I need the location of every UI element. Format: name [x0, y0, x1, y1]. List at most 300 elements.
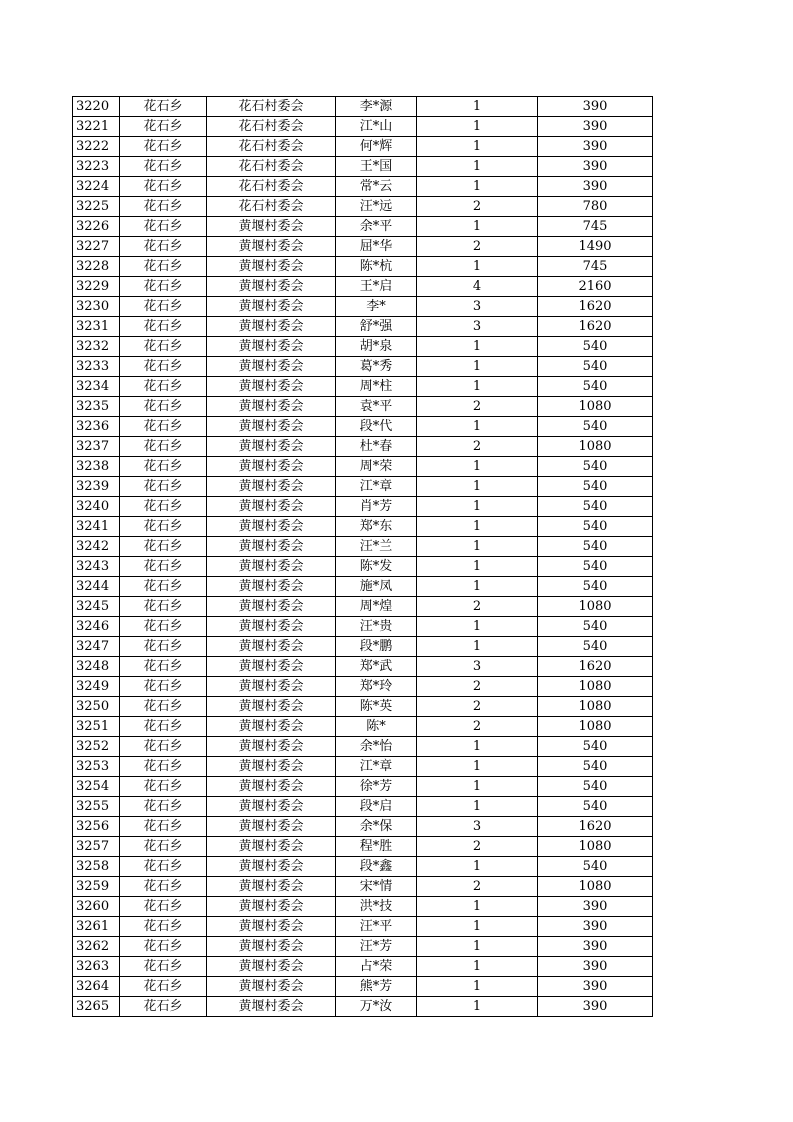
township-cell: 花石乡	[120, 997, 207, 1017]
name-cell: 袁*平	[336, 397, 417, 417]
name-cell: 汪*兰	[336, 537, 417, 557]
row-number: 3237	[73, 437, 120, 457]
township-cell: 花石乡	[120, 897, 207, 917]
table-row	[73, 257, 653, 277]
amount-cell: 390	[538, 137, 653, 157]
name-cell: 汪*远	[336, 197, 417, 217]
amount-cell: 1080	[538, 877, 653, 897]
village-committee-cell: 黄堰村委会	[207, 637, 336, 657]
table-row	[73, 977, 653, 997]
name-cell: 陈*	[336, 717, 417, 737]
village-committee-cell: 黄堰村委会	[207, 857, 336, 877]
name-cell: 汪*贵	[336, 617, 417, 637]
count-cell: 1	[417, 537, 538, 557]
name-cell: 余*平	[336, 217, 417, 237]
count-cell: 1	[417, 377, 538, 397]
count-cell: 1	[417, 737, 538, 757]
row-number: 3255	[73, 797, 120, 817]
row-number: 3240	[73, 497, 120, 517]
table-row	[73, 777, 653, 797]
township-cell: 花石乡	[120, 457, 207, 477]
count-cell: 3	[417, 297, 538, 317]
amount-cell: 540	[538, 457, 653, 477]
amount-cell: 1080	[538, 837, 653, 857]
count-cell: 1	[417, 517, 538, 537]
count-cell: 1	[417, 257, 538, 277]
count-cell: 2	[417, 197, 538, 217]
table-row	[73, 837, 653, 857]
township-cell: 花石乡	[120, 877, 207, 897]
name-cell: 舒*强	[336, 317, 417, 337]
amount-cell: 745	[538, 217, 653, 237]
amount-cell: 1620	[538, 817, 653, 837]
amount-cell: 540	[538, 777, 653, 797]
name-cell: 江*章	[336, 757, 417, 777]
row-number: 3236	[73, 417, 120, 437]
township-cell: 花石乡	[120, 417, 207, 437]
village-committee-cell: 黄堰村委会	[207, 457, 336, 477]
count-cell: 1	[417, 337, 538, 357]
name-cell: 汪*平	[336, 917, 417, 937]
row-number: 3252	[73, 737, 120, 757]
count-cell: 1	[417, 997, 538, 1017]
row-number: 3257	[73, 837, 120, 857]
count-cell: 1	[417, 577, 538, 597]
count-cell: 1	[417, 177, 538, 197]
amount-cell: 1620	[538, 317, 653, 337]
table-row	[73, 577, 653, 597]
table-row	[73, 297, 653, 317]
row-number: 3259	[73, 877, 120, 897]
table-row	[73, 537, 653, 557]
amount-cell: 390	[538, 97, 653, 117]
township-cell: 花石乡	[120, 777, 207, 797]
count-cell: 1	[417, 157, 538, 177]
village-committee-cell: 黄堰村委会	[207, 517, 336, 537]
name-cell: 江*山	[336, 117, 417, 137]
village-committee-cell: 黄堰村委会	[207, 697, 336, 717]
row-number: 3229	[73, 277, 120, 297]
count-cell: 3	[417, 317, 538, 337]
village-committee-cell: 黄堰村委会	[207, 937, 336, 957]
name-cell: 周*煌	[336, 597, 417, 617]
amount-cell: 745	[538, 257, 653, 277]
table-row	[73, 457, 653, 477]
count-cell: 1	[417, 777, 538, 797]
name-cell: 熊*芳	[336, 977, 417, 997]
village-committee-cell: 黄堰村委会	[207, 657, 336, 677]
village-committee-cell: 花石村委会	[207, 97, 336, 117]
village-committee-cell: 黄堰村委会	[207, 237, 336, 257]
row-number: 3233	[73, 357, 120, 377]
table-row	[73, 237, 653, 257]
name-cell: 余*怡	[336, 737, 417, 757]
name-cell: 段*启	[336, 797, 417, 817]
township-cell: 花石乡	[120, 317, 207, 337]
name-cell: 肖*芳	[336, 497, 417, 517]
count-cell: 1	[417, 497, 538, 517]
count-cell: 1	[417, 417, 538, 437]
row-number: 3253	[73, 757, 120, 777]
township-cell: 花石乡	[120, 957, 207, 977]
village-committee-cell: 黄堰村委会	[207, 337, 336, 357]
name-cell: 施*凤	[336, 577, 417, 597]
village-committee-cell: 黄堰村委会	[207, 377, 336, 397]
township-cell: 花石乡	[120, 157, 207, 177]
table-row	[73, 397, 653, 417]
row-number: 3239	[73, 477, 120, 497]
township-cell: 花石乡	[120, 857, 207, 877]
amount-cell: 540	[538, 357, 653, 377]
township-cell: 花石乡	[120, 177, 207, 197]
name-cell: 占*荣	[336, 957, 417, 977]
amount-cell: 540	[538, 377, 653, 397]
name-cell: 屈*华	[336, 237, 417, 257]
village-committee-cell: 黄堰村委会	[207, 277, 336, 297]
township-cell: 花石乡	[120, 557, 207, 577]
village-committee-cell: 黄堰村委会	[207, 357, 336, 377]
row-number: 3220	[73, 97, 120, 117]
amount-cell: 540	[538, 337, 653, 357]
row-number: 3262	[73, 937, 120, 957]
table-row	[73, 517, 653, 537]
table-row	[73, 497, 653, 517]
amount-cell: 540	[538, 637, 653, 657]
table-row	[73, 757, 653, 777]
count-cell: 2	[417, 677, 538, 697]
row-number: 3241	[73, 517, 120, 537]
table-row	[73, 997, 653, 1017]
table-row	[73, 97, 653, 117]
row-number: 3224	[73, 177, 120, 197]
count-cell: 1	[417, 97, 538, 117]
table-row	[73, 597, 653, 617]
table-row	[73, 797, 653, 817]
amount-cell: 1620	[538, 297, 653, 317]
row-number: 3247	[73, 637, 120, 657]
amount-cell: 2160	[538, 277, 653, 297]
name-cell: 周*荣	[336, 457, 417, 477]
amount-cell: 540	[538, 617, 653, 637]
count-cell: 1	[417, 557, 538, 577]
amount-cell: 390	[538, 177, 653, 197]
name-cell: 段*代	[336, 417, 417, 437]
count-cell: 1	[417, 617, 538, 637]
count-cell: 1	[417, 477, 538, 497]
village-committee-cell: 黄堰村委会	[207, 597, 336, 617]
count-cell: 2	[417, 837, 538, 857]
name-cell: 李*	[336, 297, 417, 317]
township-cell: 花石乡	[120, 617, 207, 637]
count-cell: 2	[417, 697, 538, 717]
village-committee-cell: 黄堰村委会	[207, 577, 336, 597]
village-committee-cell: 黄堰村委会	[207, 317, 336, 337]
township-cell: 花石乡	[120, 297, 207, 317]
table-row	[73, 657, 653, 677]
village-committee-cell: 黄堰村委会	[207, 417, 336, 437]
row-number: 3234	[73, 377, 120, 397]
name-cell: 徐*芳	[336, 777, 417, 797]
village-committee-cell: 黄堰村委会	[207, 797, 336, 817]
row-number: 3264	[73, 977, 120, 997]
count-cell: 4	[417, 277, 538, 297]
count-cell: 3	[417, 817, 538, 837]
name-cell: 江*章	[336, 477, 417, 497]
table-row	[73, 857, 653, 877]
row-number: 3238	[73, 457, 120, 477]
count-cell: 3	[417, 657, 538, 677]
count-cell: 2	[417, 397, 538, 417]
township-cell: 花石乡	[120, 717, 207, 737]
count-cell: 2	[417, 877, 538, 897]
row-number: 3263	[73, 957, 120, 977]
row-number: 3235	[73, 397, 120, 417]
township-cell: 花石乡	[120, 937, 207, 957]
count-cell: 1	[417, 637, 538, 657]
village-committee-cell: 黄堰村委会	[207, 717, 336, 737]
township-cell: 花石乡	[120, 277, 207, 297]
village-committee-cell: 黄堰村委会	[207, 737, 336, 757]
amount-cell: 390	[538, 997, 653, 1017]
village-committee-cell: 黄堰村委会	[207, 977, 336, 997]
amount-cell: 390	[538, 957, 653, 977]
name-cell: 杜*春	[336, 437, 417, 457]
village-committee-cell: 黄堰村委会	[207, 957, 336, 977]
table-row	[73, 677, 653, 697]
amount-cell: 540	[538, 857, 653, 877]
amount-cell: 1080	[538, 397, 653, 417]
township-cell: 花石乡	[120, 977, 207, 997]
amount-cell: 1080	[538, 597, 653, 617]
table-row	[73, 177, 653, 197]
township-cell: 花石乡	[120, 397, 207, 417]
township-cell: 花石乡	[120, 657, 207, 677]
township-cell: 花石乡	[120, 237, 207, 257]
township-cell: 花石乡	[120, 117, 207, 137]
amount-cell: 540	[538, 757, 653, 777]
name-cell: 余*保	[336, 817, 417, 837]
table-row	[73, 637, 653, 657]
township-cell: 花石乡	[120, 217, 207, 237]
village-committee-cell: 黄堰村委会	[207, 817, 336, 837]
name-cell: 段*鹏	[336, 637, 417, 657]
township-cell: 花石乡	[120, 337, 207, 357]
township-cell: 花石乡	[120, 697, 207, 717]
table-row	[73, 317, 653, 337]
village-committee-cell: 黄堰村委会	[207, 217, 336, 237]
amount-cell: 540	[538, 417, 653, 437]
table-row	[73, 217, 653, 237]
row-number: 3243	[73, 557, 120, 577]
table-row	[73, 557, 653, 577]
township-cell: 花石乡	[120, 377, 207, 397]
count-cell: 1	[417, 137, 538, 157]
row-number: 3249	[73, 677, 120, 697]
count-cell: 1	[417, 937, 538, 957]
table-row	[73, 377, 653, 397]
township-cell: 花石乡	[120, 577, 207, 597]
amount-cell: 540	[538, 477, 653, 497]
village-committee-cell: 花石村委会	[207, 197, 336, 217]
count-cell: 1	[417, 917, 538, 937]
name-cell: 郑*武	[336, 657, 417, 677]
table-row	[73, 277, 653, 297]
table-row	[73, 437, 653, 457]
amount-cell: 1080	[538, 437, 653, 457]
name-cell: 王*启	[336, 277, 417, 297]
row-number: 3230	[73, 297, 120, 317]
row-number: 3250	[73, 697, 120, 717]
row-number: 3265	[73, 997, 120, 1017]
name-cell: 陈*发	[336, 557, 417, 577]
count-cell: 1	[417, 797, 538, 817]
amount-cell: 1620	[538, 657, 653, 677]
name-cell: 葛*秀	[336, 357, 417, 377]
table-row	[73, 157, 653, 177]
village-committee-cell: 黄堰村委会	[207, 877, 336, 897]
data-table	[72, 96, 653, 1017]
township-cell: 花石乡	[120, 677, 207, 697]
table-row	[73, 937, 653, 957]
row-number: 3232	[73, 337, 120, 357]
table-row	[73, 957, 653, 977]
table-row	[73, 697, 653, 717]
township-cell: 花石乡	[120, 737, 207, 757]
amount-cell: 1080	[538, 697, 653, 717]
count-cell: 1	[417, 117, 538, 137]
amount-cell: 540	[538, 797, 653, 817]
row-number: 3231	[73, 317, 120, 337]
village-committee-cell: 黄堰村委会	[207, 397, 336, 417]
table-row	[73, 817, 653, 837]
row-number: 3227	[73, 237, 120, 257]
table-row	[73, 137, 653, 157]
name-cell: 何*辉	[336, 137, 417, 157]
amount-cell: 1080	[538, 677, 653, 697]
amount-cell: 390	[538, 937, 653, 957]
village-committee-cell: 黄堰村委会	[207, 437, 336, 457]
village-committee-cell: 黄堰村委会	[207, 757, 336, 777]
amount-cell: 1080	[538, 717, 653, 737]
village-committee-cell: 黄堰村委会	[207, 617, 336, 637]
amount-cell: 540	[538, 497, 653, 517]
row-number: 3256	[73, 817, 120, 837]
name-cell: 陈*杭	[336, 257, 417, 277]
name-cell: 洪*技	[336, 897, 417, 917]
count-cell: 1	[417, 857, 538, 877]
count-cell: 1	[417, 897, 538, 917]
table-row	[73, 117, 653, 137]
township-cell: 花石乡	[120, 517, 207, 537]
village-committee-cell: 花石村委会	[207, 137, 336, 157]
name-cell: 程*胜	[336, 837, 417, 857]
row-number: 3245	[73, 597, 120, 617]
name-cell: 常*云	[336, 177, 417, 197]
township-cell: 花石乡	[120, 357, 207, 377]
amount-cell: 540	[538, 537, 653, 557]
count-cell: 2	[417, 237, 538, 257]
village-committee-cell: 黄堰村委会	[207, 477, 336, 497]
village-committee-cell: 黄堰村委会	[207, 997, 336, 1017]
table-row	[73, 357, 653, 377]
row-number: 3261	[73, 917, 120, 937]
row-number: 3251	[73, 717, 120, 737]
village-committee-cell: 黄堰村委会	[207, 677, 336, 697]
count-cell: 1	[417, 217, 538, 237]
table-row	[73, 417, 653, 437]
township-cell: 花石乡	[120, 197, 207, 217]
township-cell: 花石乡	[120, 437, 207, 457]
table-body	[73, 97, 653, 1017]
table-row	[73, 477, 653, 497]
township-cell: 花石乡	[120, 597, 207, 617]
amount-cell: 390	[538, 157, 653, 177]
amount-cell: 540	[538, 577, 653, 597]
name-cell: 陈*英	[336, 697, 417, 717]
name-cell: 宋*情	[336, 877, 417, 897]
township-cell: 花石乡	[120, 837, 207, 857]
row-number: 3228	[73, 257, 120, 277]
amount-cell: 540	[538, 517, 653, 537]
count-cell: 1	[417, 457, 538, 477]
amount-cell: 1490	[538, 237, 653, 257]
village-committee-cell: 黄堰村委会	[207, 897, 336, 917]
name-cell: 郑*玲	[336, 677, 417, 697]
village-committee-cell: 黄堰村委会	[207, 777, 336, 797]
village-committee-cell: 花石村委会	[207, 117, 336, 137]
amount-cell: 540	[538, 737, 653, 757]
township-cell: 花石乡	[120, 757, 207, 777]
village-committee-cell: 黄堰村委会	[207, 557, 336, 577]
township-cell: 花石乡	[120, 497, 207, 517]
table-row	[73, 337, 653, 357]
name-cell: 周*柱	[336, 377, 417, 397]
table-row	[73, 917, 653, 937]
table-row	[73, 877, 653, 897]
township-cell: 花石乡	[120, 137, 207, 157]
row-number: 3246	[73, 617, 120, 637]
name-cell: 汪*芳	[336, 937, 417, 957]
row-number: 3244	[73, 577, 120, 597]
count-cell: 1	[417, 957, 538, 977]
township-cell: 花石乡	[120, 537, 207, 557]
amount-cell: 540	[538, 557, 653, 577]
row-number: 3223	[73, 157, 120, 177]
row-number: 3254	[73, 777, 120, 797]
township-cell: 花石乡	[120, 257, 207, 277]
row-number: 3226	[73, 217, 120, 237]
table-row	[73, 717, 653, 737]
row-number: 3222	[73, 137, 120, 157]
amount-cell: 780	[538, 197, 653, 217]
name-cell: 郑*东	[336, 517, 417, 537]
village-committee-cell: 黄堰村委会	[207, 837, 336, 857]
village-committee-cell: 花石村委会	[207, 177, 336, 197]
row-number: 3260	[73, 897, 120, 917]
table-row	[73, 197, 653, 217]
name-cell: 万*汝	[336, 997, 417, 1017]
amount-cell: 390	[538, 977, 653, 997]
township-cell: 花石乡	[120, 917, 207, 937]
name-cell: 段*鑫	[336, 857, 417, 877]
village-committee-cell: 黄堰村委会	[207, 917, 336, 937]
table-row	[73, 897, 653, 917]
count-cell: 2	[417, 717, 538, 737]
village-committee-cell: 黄堰村委会	[207, 497, 336, 517]
name-cell: 胡*泉	[336, 337, 417, 357]
township-cell: 花石乡	[120, 637, 207, 657]
township-cell: 花石乡	[120, 97, 207, 117]
